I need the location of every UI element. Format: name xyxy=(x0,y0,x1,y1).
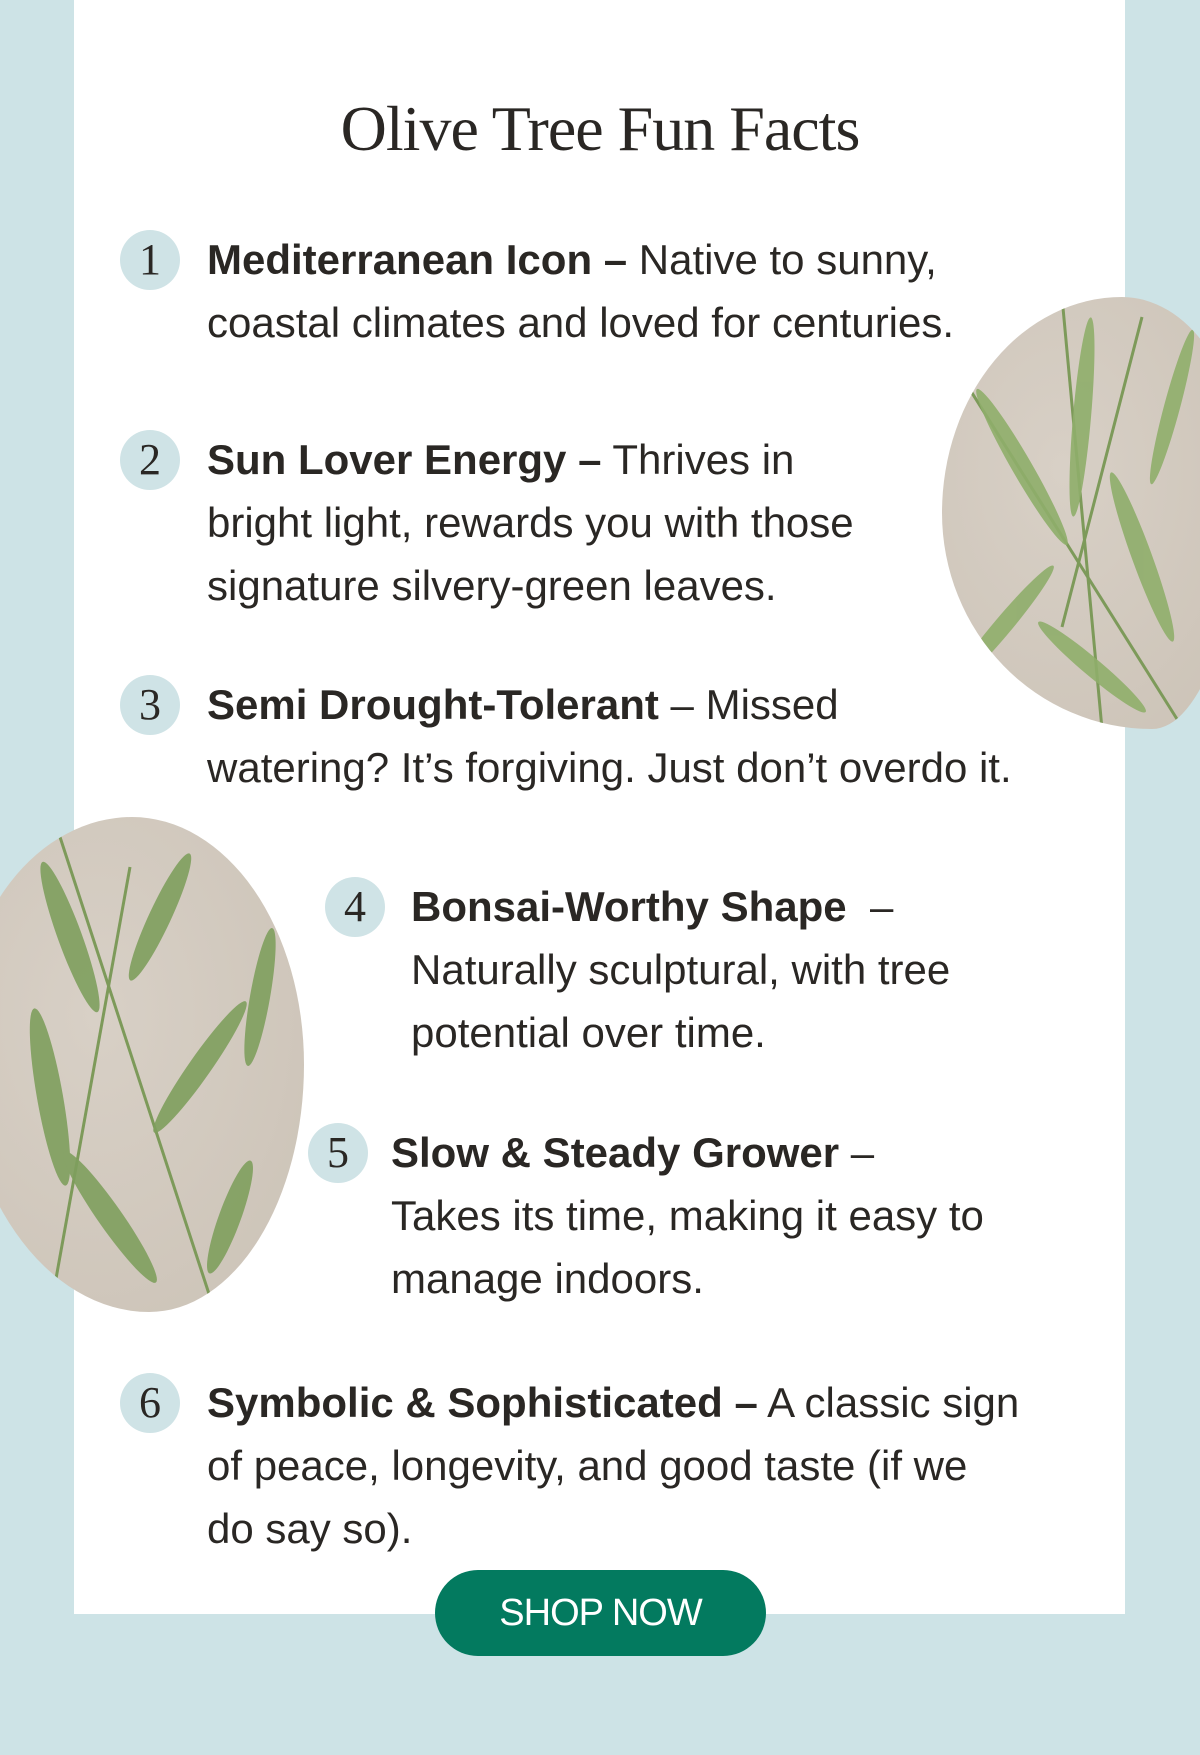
number-badge: 3 xyxy=(120,675,180,735)
fact-heading: Symbolic & Sophisticated – xyxy=(207,1379,758,1426)
fact-heading: Semi Drought-Tolerant xyxy=(207,681,659,728)
fact-text: potential over time. xyxy=(411,1009,766,1056)
fact-text: coastal climates and loved for centuries. xyxy=(207,299,955,346)
fact-text: Naturally sculptural, with tree xyxy=(411,946,951,993)
fact-text: bright light, rewards you with those xyxy=(207,499,854,546)
fact-text: signature silvery-green leaves. xyxy=(207,562,777,609)
page-title: Olive Tree Fun Facts xyxy=(340,93,860,164)
fact-heading: Sun Lover Energy – xyxy=(207,436,602,483)
number-badge: 4 xyxy=(325,877,385,937)
fact-text: Takes its time, making it easy to xyxy=(391,1192,984,1239)
fact-text: do say so). xyxy=(207,1505,413,1552)
fact-text: watering? It’s forgiving. Just don’t overdo it. xyxy=(207,744,1012,791)
fact-text: Thrives in xyxy=(601,436,795,483)
fact-text: – xyxy=(839,1129,875,1176)
fact-text: A classic sign xyxy=(757,1379,1020,1426)
fact-heading: Bonsai-Worthy Shape xyxy=(411,883,847,930)
number-badge: 1 xyxy=(120,230,180,290)
fact-text: – xyxy=(846,883,894,930)
shop-now-button[interactable]: SHOP NOW xyxy=(435,1570,766,1656)
fact-text: – Missed xyxy=(658,681,839,728)
fact-heading: Mediterranean Icon – xyxy=(207,236,628,283)
fact-text: of peace, longevity, and good taste (if we xyxy=(207,1442,968,1489)
fact-heading: Slow & Steady Grower xyxy=(391,1129,840,1176)
fact-text: Native to sunny, xyxy=(627,236,937,283)
number-badge: 5 xyxy=(308,1123,368,1183)
fact-text: manage indoors. xyxy=(391,1255,704,1302)
number-badge: 6 xyxy=(120,1373,180,1433)
number-badge: 2 xyxy=(120,430,180,490)
